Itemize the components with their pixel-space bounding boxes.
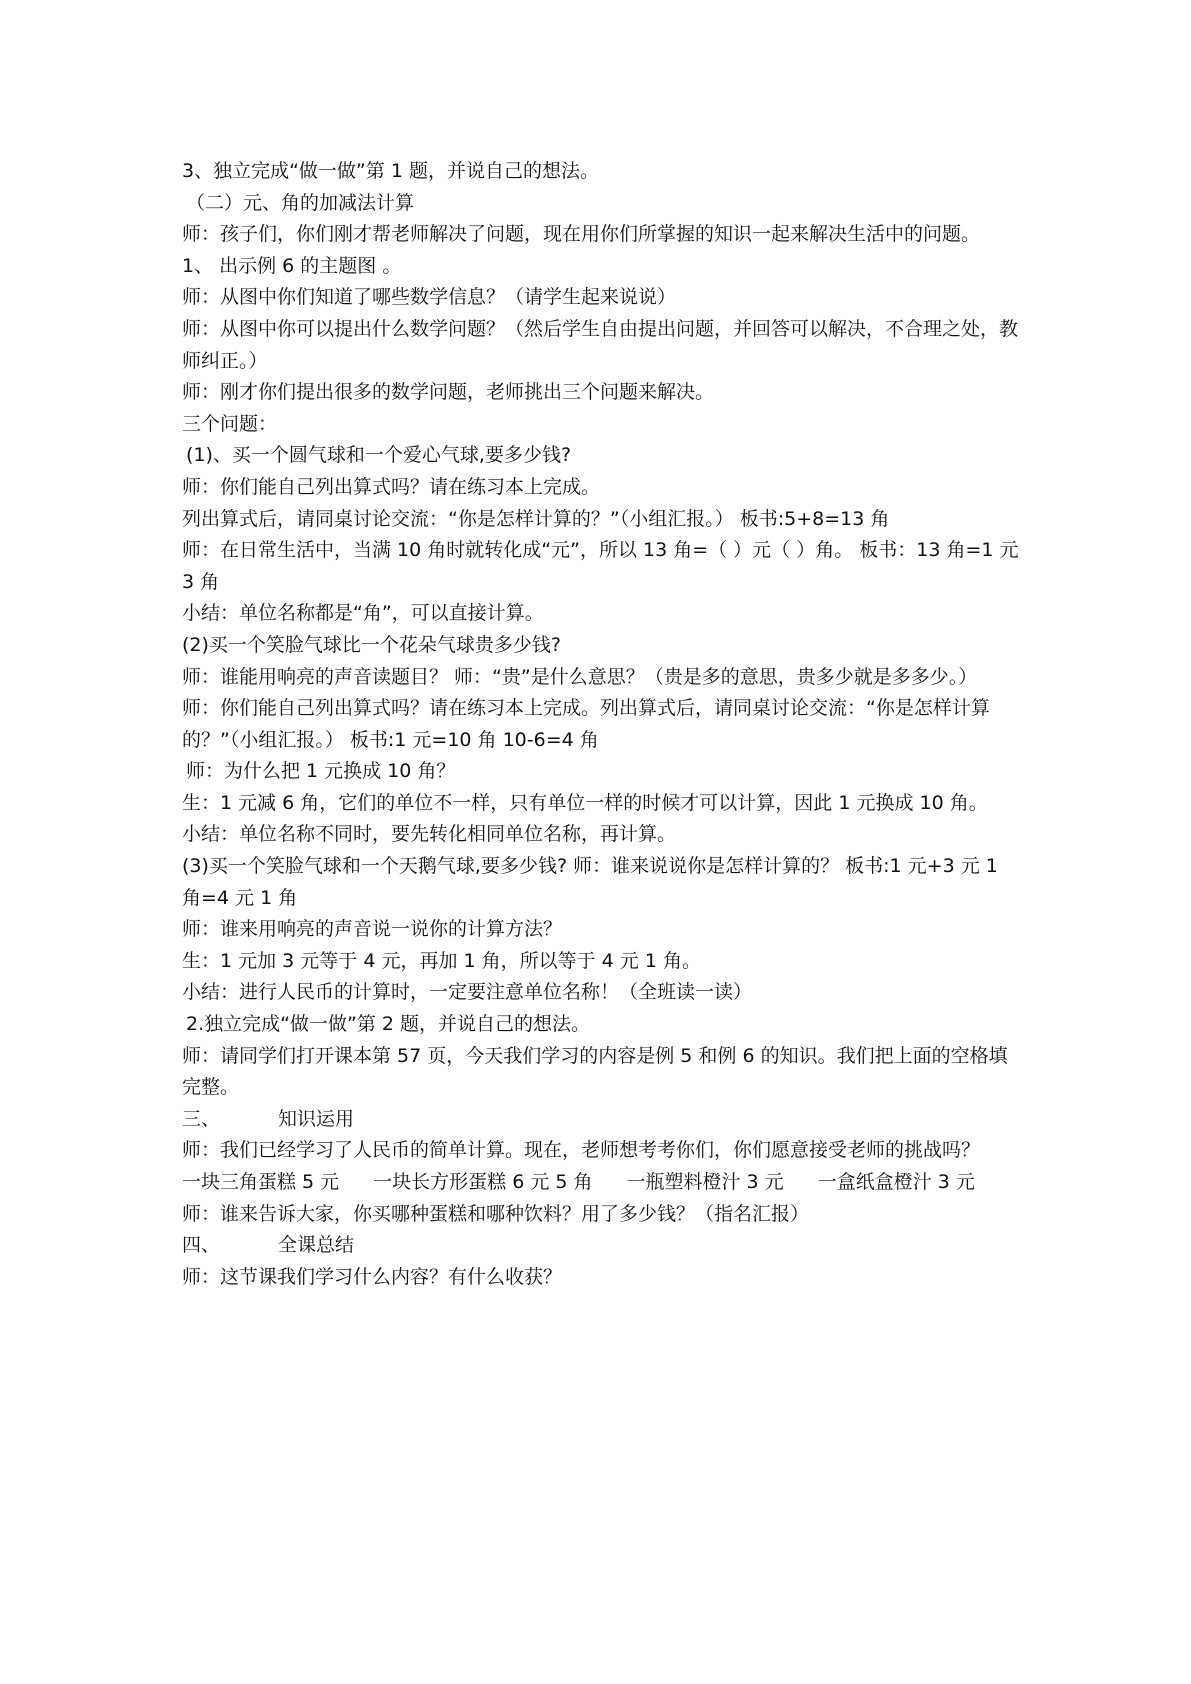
- paragraph-24: 2.独立完成“做一做”第 2 题，并说自己的想法。: [186, 1013, 590, 1036]
- item-2: 一块长方形蛋糕 6 元 5 角: [373, 1171, 593, 1193]
- paragraph-17: 师：为什么把 1 元换成 10 角？: [186, 760, 456, 783]
- paragraph-1: 3、独立完成“做一做”第 1 题，并说自己的想法。: [182, 160, 599, 182]
- question-2: (2)买一个笑脸气球比一个花朵气球贵多少钱?: [182, 633, 561, 656]
- summary-3: 小结：进行人民币的计算时，一定要注意单位名称！（全班读一读）: [182, 981, 753, 1004]
- paragraph-22: 生：1 元加 3 元等于 4 元，再加 1 角，所以等于 4 元 1 角。: [182, 949, 701, 972]
- paragraph-27: 师：谁来告诉大家，你买哪种蛋糕和哪种饮料？用了多少钱？（指名汇报）: [182, 1202, 810, 1225]
- section-3-title: 知识运用: [278, 1107, 355, 1130]
- subsection-heading: （二）元、角的加减法计算: [186, 191, 415, 214]
- paragraph-12: 师：在日常生活中，当满 10 角时就转化成“元”，所以 13 角=（ ）元（ ）角。 板书：13 角=1 元 3 角: [182, 539, 1019, 593]
- paragraph-26: 师：我们已经学习了人民币的简单计算。现在，老师想考考你们，你们愿意接受老师的挑战吗？: [182, 1139, 981, 1162]
- question-1: (1)、买一个圆气球和一个爱心气球,要多少钱?: [186, 444, 572, 467]
- paragraph-8: 三个问题：: [182, 412, 278, 435]
- item-3: 一瓶塑料橙汁 3 元: [626, 1171, 784, 1193]
- paragraph-3: 师：孩子们，你们刚才帮老师解决了问题，现在用你们所掌握的知识一起来解决生活中的问题。: [182, 223, 981, 246]
- paragraph-16: 师：你们能自己列出算式吗？请在练习本上完成。列出算式后，请同桌讨论交流：“你是怎样计算的？”（小组汇报。） 板书:1 元=10 角 10-6=4 角: [182, 697, 990, 751]
- paragraph-11: 列出算式后，请同桌讨论交流：“你是怎样计算的？”（小组汇报。） 板书:5+8=13 角: [182, 507, 890, 530]
- section-4-number: 四、: [182, 1234, 221, 1257]
- paragraph-15: 师：谁能用响亮的声音读题目？ 师：“贵”是什么意思？（贵是多的意思，贵多少就是多多少。）: [182, 665, 978, 688]
- section-3-number: 三、: [182, 1107, 221, 1130]
- summary-2: 小结：单位名称不同时，要先转化相同单位名称，再计算。: [182, 823, 677, 846]
- section-4-title: 全课总结: [278, 1234, 355, 1257]
- paragraph-7: 师：刚才你们提出很多的数学问题，老师挑出三个问题来解决。: [182, 381, 715, 404]
- items-line: [182, 1167, 1022, 1199]
- paragraph-25: 师：请同学们打开课本第 57 页，今天我们学习的内容是例 5 和例 6 的知识。我们把上面的空格填完整。: [182, 1044, 1008, 1099]
- paragraph-4: 1、 出示例 6 的主题图 。: [182, 254, 402, 277]
- section-4-heading: [182, 1230, 1022, 1262]
- paragraph-10: 师：你们能自己列出算式吗？请在练习本上完成。: [182, 475, 601, 498]
- document-page: [182, 156, 1022, 1293]
- paragraph-6: 师：从图中你可以提出什么数学问题？（然后学生自由提出问题，并回答可以解决，不合理之处，教师纠正。）: [182, 317, 1019, 372]
- section-3-heading: [182, 1104, 1022, 1136]
- paragraph-18: 生：1 元减 6 角，它们的单位不一样，只有单位一样的时候才可以计算，因此 1 元换成 10 角。: [182, 791, 988, 814]
- question-3: (3)买一个笑脸气球和一个天鹅气球,要多少钱? 师：谁来说说你是怎样计算的？ 板书:1 元+3 元 1 角=4 元 1 角: [182, 855, 998, 909]
- item-1: 一块三角蛋糕 5 元: [182, 1171, 340, 1193]
- paragraph-5: 师：从图中你们知道了哪些数学信息？（请学生起来说说）: [182, 286, 677, 309]
- paragraph-21: 师：谁来用响亮的声音说一说你的计算方法？: [182, 918, 563, 941]
- paragraph-28: 师：这节课我们学习什么内容？有什么收获？: [182, 1265, 563, 1288]
- item-4: 一盒纸盒橙汁 3 元: [817, 1171, 975, 1193]
- summary-1: 小结：单位名称都是“角”，可以直接计算。: [182, 602, 544, 625]
